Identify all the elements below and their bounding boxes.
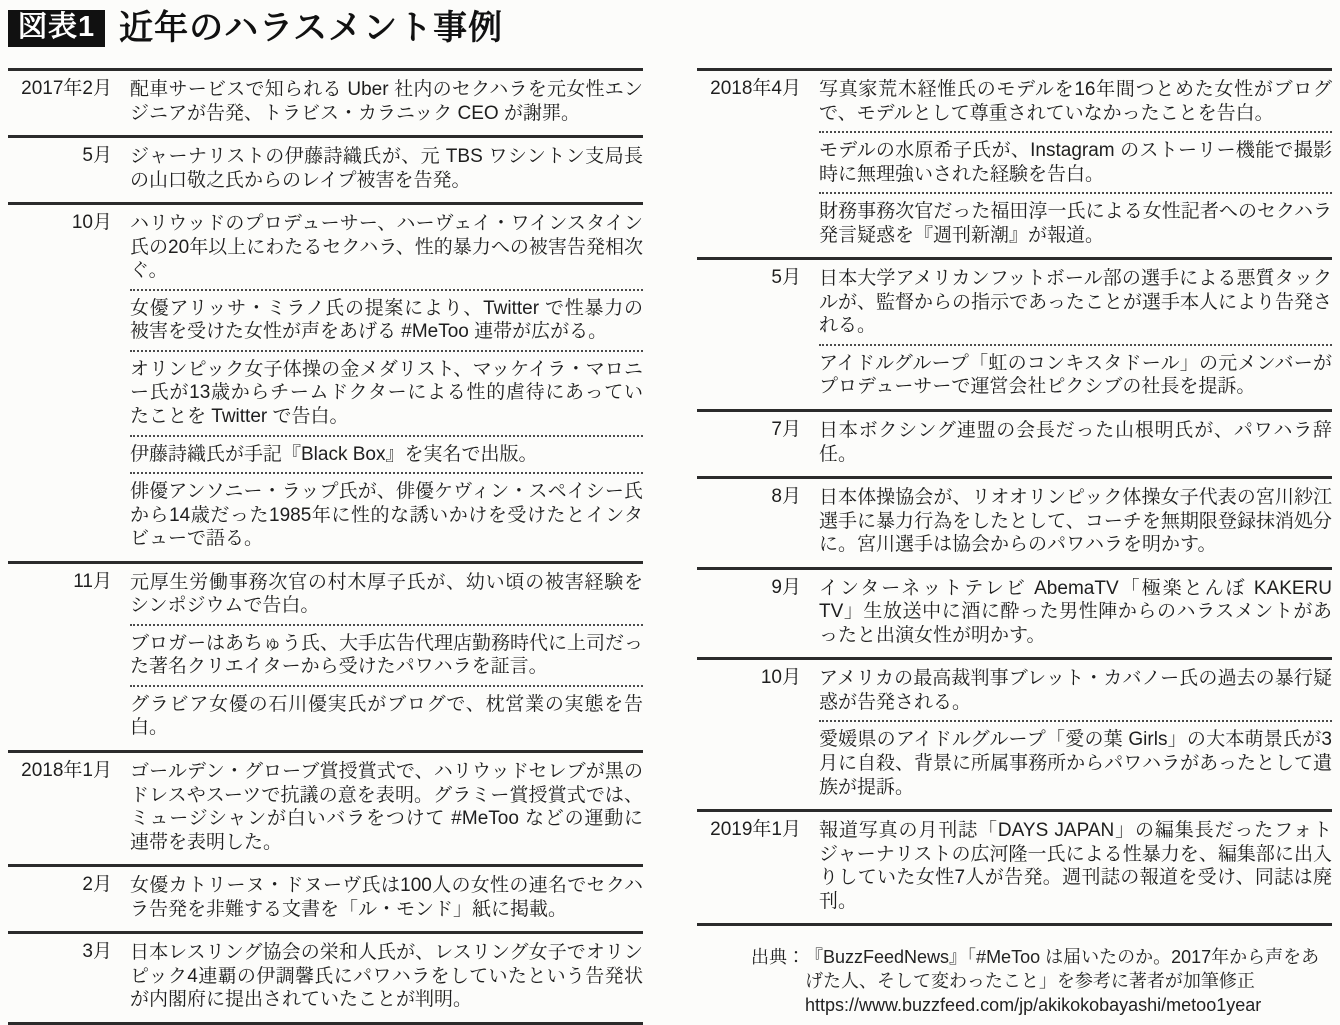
event-text: インターネットテレビ AbemaTV「極楽とんぼ KAKERU TV」生放送中に酒に酔った男性陣からのハラスメントがあったと出演女性が明かす。 bbox=[819, 577, 1332, 646]
row-events bbox=[130, 759, 643, 857]
timeline-column-right bbox=[697, 68, 1332, 1017]
timeline-row bbox=[8, 864, 643, 931]
event-text: 財務事務次官だった福田淳一氏による女性記者へのセクハラ発言疑惑を『週刊新潮』が報道。 bbox=[819, 192, 1332, 250]
timeline-row bbox=[8, 68, 643, 135]
timeline-column-left bbox=[8, 68, 643, 1025]
event-text: 写真家荒木経惟氏のモデルを16年間つとめた女性がブログで、モデルとして尊重されていなかったことを告白。 bbox=[819, 79, 1332, 124]
timeline-row bbox=[8, 202, 643, 561]
row-date: 2017年2月 bbox=[21, 78, 112, 99]
event-text: ゴールデン・グローブ賞授賞式で、ハリウッドセレブが黒のドレスやスーツで抗議の意を表明。グラミー賞授賞式では、ミュージシャンが白いバラをつけて #MeToo などの運動に連帯を表明した。 bbox=[130, 761, 643, 853]
source-note bbox=[751, 946, 1332, 1017]
source-text: 『BuzzFeedNews』「#MeToo は届いたのか。2017年から声をあげた人、そして変わったこと」を参考に著者が加筆修正 bbox=[805, 947, 1320, 991]
timeline-row bbox=[697, 809, 1332, 923]
row-events bbox=[130, 211, 643, 554]
row-date: 10月 bbox=[71, 212, 112, 234]
row-date: 2019年1月 bbox=[710, 819, 801, 841]
event-text: アメリカの最高裁判事ブレット・カバノー氏の過去の暴行疑惑が告発される。 bbox=[819, 668, 1332, 713]
event-text: グラビア女優の石川優実氏がブログで、枕営業の実態を告白。 bbox=[130, 685, 643, 743]
event-text: 俳優アンソニー・ラップ氏が、俳優ケヴィン・スペイシー氏から14歳だった1985年に性的な誘いかけを受けたとインタビューで語る。 bbox=[130, 472, 643, 554]
timeline-rows-right bbox=[697, 68, 1332, 926]
figure-header bbox=[8, 6, 1332, 50]
row-date: 2018年1月 bbox=[21, 760, 112, 782]
timeline-row bbox=[8, 750, 643, 864]
event-text: 女優アリッサ・ミラノ氏の提案により、Twitter で性暴力の被害を受けた女性が声をあげる #MeToo 連帯が広がる。 bbox=[130, 289, 643, 347]
figure-title: 近年のハラスメント事例 bbox=[119, 9, 504, 47]
timeline-row bbox=[697, 476, 1332, 567]
event-text: 女優カトリーヌ・ドヌーヴ氏は100人の女性の連名でセクハラ告発を非難する文書を「ル・モンド」紙に掲載。 bbox=[130, 875, 643, 920]
row-date: 2月 bbox=[82, 874, 112, 896]
event-text: 日本体操協会が、リオオリンピック体操女子代表の宮川紗江選手に暴力行為をしたとして、コーチを無期限登録抹消処分に。宮川選手は協会からのパワハラを明かす。 bbox=[819, 487, 1332, 556]
row-date: 8月 bbox=[771, 486, 801, 508]
row-events bbox=[130, 144, 643, 195]
row-events bbox=[130, 570, 643, 743]
event-text: ブロガーはあちゅう氏、大手広告代理店勤務時代に上司だった著名クリエイターから受けたパワハラを証言。 bbox=[130, 624, 643, 682]
event-text: 元厚生労働事務次官の村木厚子氏が、幼い頃の被害経験をシンポジウムで告白。 bbox=[130, 571, 643, 617]
event-text: 伊藤詩織氏が手記『Black Box』を実名で出版。 bbox=[130, 435, 643, 470]
row-date: 11月 bbox=[73, 570, 112, 592]
event-text: 配車サービスで知られる Uber 社内のセクハラを元女性エンジニアが告発、トラビス・カラニック CEO が謝罪。 bbox=[130, 79, 643, 124]
event-text: オリンピック女子体操の金メダリスト、マッケイラ・マロニー氏が13歳からチームドクターによる性的虐待にあっていたことを Twitter で告白。 bbox=[130, 350, 643, 432]
source-label: 出典： bbox=[751, 947, 805, 968]
row-date: 10月 bbox=[760, 667, 801, 689]
timeline-columns bbox=[8, 68, 1332, 1025]
row-events bbox=[819, 818, 1332, 916]
row-events bbox=[819, 418, 1332, 469]
row-events bbox=[130, 873, 643, 924]
row-events bbox=[819, 485, 1332, 560]
timeline-row bbox=[8, 931, 643, 1022]
event-text: ハリウッドのプロデューサー、ハーヴェイ・ワインスタイン氏の20年以上にわたるセクハラ、性的暴力への被害告発相次ぐ。 bbox=[130, 213, 643, 282]
row-date: 5月 bbox=[82, 145, 112, 167]
row-date: 7月 bbox=[771, 419, 801, 441]
event-text: 日本大学アメリカンフットボール部の選手による悪質タックルが、監督からの指示であったことが選手本人により告発される。 bbox=[819, 268, 1332, 337]
timeline-row bbox=[697, 409, 1332, 476]
row-date: 2018年4月 bbox=[710, 78, 801, 99]
event-text: ジャーナリストの伊藤詩織氏が、元 TBS ワシントン支局長の山口敬之氏からのレイプ被害を告発。 bbox=[130, 146, 643, 191]
event-text: モデルの水原希子氏が、Instagram のストーリー機能で撮影時に無理強いされた経験を告白。 bbox=[819, 131, 1332, 189]
timeline-row bbox=[697, 567, 1332, 658]
row-events bbox=[130, 77, 643, 128]
timeline-row bbox=[8, 561, 643, 750]
event-text: 日本ボクシング連盟の会長だった山根明氏が、パワハラ辞任。 bbox=[819, 420, 1332, 465]
timeline-rows-left bbox=[8, 68, 643, 1025]
row-events bbox=[130, 940, 643, 1015]
row-date: 5月 bbox=[771, 267, 801, 289]
timeline-row bbox=[697, 68, 1332, 257]
row-events bbox=[819, 576, 1332, 651]
row-date: 9月 bbox=[771, 576, 801, 598]
timeline-row bbox=[8, 135, 643, 202]
row-events bbox=[819, 77, 1332, 250]
row-events bbox=[819, 266, 1332, 402]
figure-number-badge: 図表1 bbox=[8, 10, 105, 47]
source-body bbox=[805, 946, 1332, 1017]
event-text: 報道写真の月刊誌「DAYS JAPAN」の編集長だったフォトジャーナリストの広河隆一氏による性暴力を、編集部に出入りしていた女性7人が告発。週刊誌の報道を受け、同誌は廃刊。 bbox=[819, 820, 1332, 912]
timeline-row bbox=[697, 657, 1332, 809]
source-url: https://www.buzzfeed.com/jp/akikokobayashi/metoo1year bbox=[805, 995, 1262, 1016]
row-events bbox=[819, 666, 1332, 802]
row-date: 3月 bbox=[82, 941, 112, 963]
timeline-row bbox=[697, 257, 1332, 409]
event-text: 日本レスリング協会の栄和人氏が、レスリング女子でオリンピック4連覇の伊調馨氏にパワハラをしていたという告発状が内閣府に提出されていたことが判明。 bbox=[130, 942, 643, 1011]
event-text: 愛媛県のアイドルグループ「愛の葉 Girls」の大本萌景氏が3月に自殺、背景に所属事務所からパワハラがあったとして遺族が提訴。 bbox=[819, 720, 1332, 802]
event-text: アイドルグループ「虹のコンキスタドール」の元メンバーがプロデューサーで運営会社ピクシブの社長を提訴。 bbox=[819, 344, 1332, 402]
